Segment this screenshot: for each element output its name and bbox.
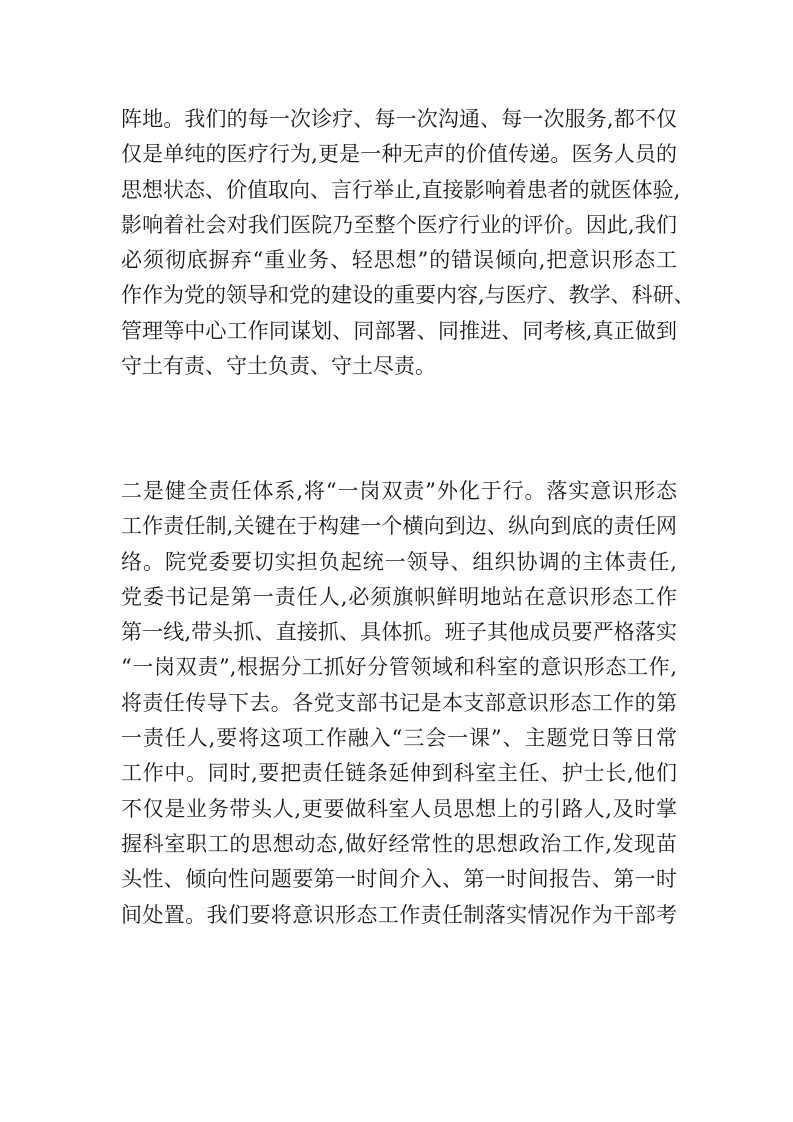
paragraph-line: 二是健全责任体系,将“一岗双责”外化于行。落实意识形态 [121, 479, 677, 503]
paragraph-line: 不仅是业务带头人,更要做科室人员思想上的引路人,及时掌 [121, 796, 677, 821]
paragraph-line: 仅是单纯的医疗行为,更是一种无声的价值传递。医务人员的 [121, 142, 677, 167]
paragraph-line: 影响着社会对我们医院乃至整个医疗行业的评价。因此,我们 [121, 212, 677, 237]
paragraph-2 [121, 474, 677, 933]
paragraph-line: 一责任人,要将这项工作融入“三会一课”、主题党日等日常 [121, 726, 677, 751]
paragraph-line: 必须彻底摒弃“重业务、轻思想”的错误倾向,把意识形态工 [121, 248, 677, 273]
paragraph-line: 工作责任制,关键在于构建一个横向到边、纵向到底的责任网 [121, 514, 677, 539]
paragraph-line: 党委书记是第一责任人,必须旗帜鲜明地站在意识形态工作 [121, 584, 677, 609]
paragraph-line: 作作为党的领导和党的建设的重要内容,与医疗、教学、科研、 [121, 283, 695, 308]
paragraph-line: “一岗双责”,根据分工抓好分管领域和科室的意识形态工作, [121, 655, 677, 680]
paragraph-line: 将责任传导下去。各党支部书记是本支部意识形态工作的第 [121, 690, 677, 715]
paragraph-line: 思想状态、价值取向、言行举止,直接影响着患者的就医体验, [121, 177, 681, 202]
paragraph-line: 络。院党委要切实担负起统一领导、组织协调的主体责任, [121, 549, 677, 574]
paragraph-line: 头性、倾向性问题要第一时间介入、第一时间报告、第一时 [121, 867, 677, 892]
paragraph-1 [121, 102, 695, 384]
paragraph-line: 第一线,带头抓、直接抓、具体抓。班子其他成员要严格落实 [121, 620, 677, 645]
paragraph-line: 守土有责、守土负责、守土尽责。 [121, 354, 436, 379]
paragraph-line: 间处置。我们要将意识形态工作责任制落实情况作为干部考 [121, 902, 677, 927]
paragraph-line: 管理等中心工作同谋划、同部署、同推进、同考核,真正做到 [121, 318, 677, 343]
paragraph-line: 握科室职工的思想动态,做好经常性的思想政治工作,发现苗 [121, 831, 677, 856]
paragraph-line: 工作中。同时,要把责任链条延伸到科室主任、护士长,他们 [121, 761, 677, 786]
paragraph-line: 阵地。我们的每一次诊疗、每一次沟通、每一次服务,都不仅 [121, 107, 677, 131]
